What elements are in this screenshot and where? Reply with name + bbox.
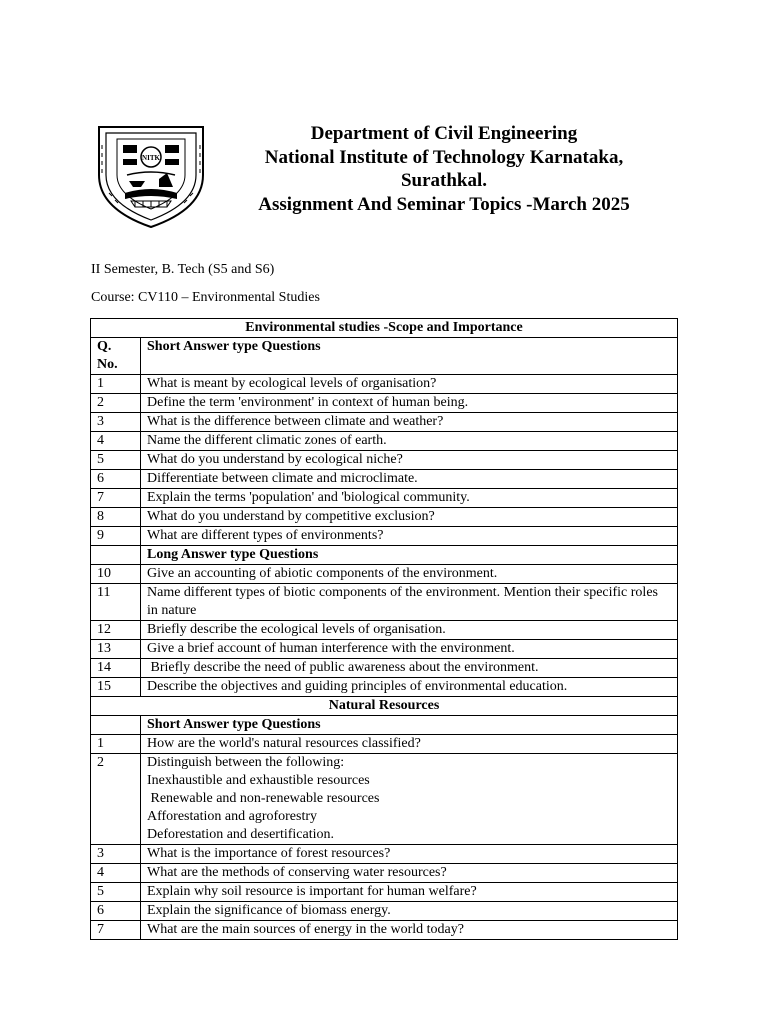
question-number: 12 [91, 621, 141, 640]
subheader-row [91, 716, 678, 735]
table-row [91, 375, 678, 394]
table-row [91, 845, 678, 864]
table-row [91, 864, 678, 883]
table-row [91, 902, 678, 921]
question-text: Briefly describe the ecological levels of organisation. [141, 621, 678, 640]
question-number: 7 [91, 921, 141, 940]
table-row [91, 394, 678, 413]
question-number: 10 [91, 565, 141, 584]
question-text: What do you understand by ecological niche? [141, 451, 678, 470]
question-text: What do you understand by competitive exclusion? [141, 508, 678, 527]
institute-location: Surathkal. [400, 170, 488, 191]
table-row [91, 678, 678, 697]
question-line: Renewable and non-renewable resources [147, 791, 380, 806]
question-text: Define the term 'environment' in context of human being. [141, 394, 678, 413]
question-number: 6 [91, 470, 141, 489]
department-title: Department of Civil Engineering [310, 123, 578, 144]
question-text: Give an accounting of abiotic components of the environment. [141, 565, 678, 584]
institute-title: National Institute of Technology Karnataka, [264, 146, 624, 168]
question-number: 5 [91, 883, 141, 902]
svg-text:NITK: NITK [142, 154, 160, 162]
question-text: What is the difference between climate and weather? [141, 413, 678, 432]
table-row [91, 921, 678, 940]
question-text: What are the methods of conserving water resources? [141, 864, 678, 883]
table-row [91, 735, 678, 754]
question-number: 3 [91, 413, 141, 432]
document-heading [236, 122, 652, 216]
table-row [91, 659, 678, 678]
section-title: Natural Resources [91, 697, 678, 716]
semester-line: II Semester, B. Tech (S5 and S6) [91, 262, 275, 277]
section-title: Environmental studies -Scope and Importance [91, 319, 678, 338]
short-answer-label: Short Answer type Questions [141, 716, 678, 735]
table-row [91, 470, 678, 489]
empty-cell [91, 716, 141, 735]
table-row [91, 527, 678, 546]
question-number: 14 [91, 659, 141, 678]
question-text [141, 754, 678, 845]
question-number: 15 [91, 678, 141, 697]
question-text: Describe the objectives and guiding principles of environmental education. [141, 678, 678, 697]
nitk-emblem-icon [95, 123, 207, 231]
course-line: Course: CV110 – Environmental Studies [91, 290, 320, 305]
short-answer-label: Short Answer type Questions [141, 338, 678, 375]
question-line: Distinguish between the following: [147, 755, 345, 770]
question-text: What is the importance of forest resources? [141, 845, 678, 864]
table-row [91, 451, 678, 470]
question-number: 2 [91, 394, 141, 413]
question-number: 5 [91, 451, 141, 470]
question-line: Deforestation and desertification. [147, 827, 334, 842]
question-number: 4 [91, 432, 141, 451]
question-number: 6 [91, 902, 141, 921]
question-text: Name the different climatic zones of earth. [141, 432, 678, 451]
section-header-row [91, 319, 678, 338]
table-row [91, 584, 678, 621]
question-line: Afforestation and agroforestry [147, 809, 318, 824]
table-row [91, 640, 678, 659]
table-row [91, 565, 678, 584]
long-answer-label: Long Answer type Questions [141, 546, 678, 565]
question-line: Inexhaustible and exhaustible resources [147, 773, 370, 788]
question-text: Explain the significance of biomass energy. [141, 902, 678, 921]
question-number: 2 [91, 754, 141, 845]
question-text: Name different types of biotic components of the environment. Mention their specific roles in nature [141, 584, 678, 621]
table-row [91, 883, 678, 902]
question-number: 1 [91, 375, 141, 394]
question-text: Briefly describe the need of public awareness about the environment. [141, 659, 678, 678]
assignment-title: Assignment And Seminar Topics -March 2025 [258, 193, 630, 215]
empty-cell [91, 546, 141, 565]
question-text: Give a brief account of human interference with the environment. [141, 640, 678, 659]
question-text: Differentiate between climate and microclimate. [141, 470, 678, 489]
table-row [91, 621, 678, 640]
question-text: What is meant by ecological levels of organisation? [141, 375, 678, 394]
table-row [91, 432, 678, 451]
question-text: Explain the terms 'population' and 'biological community. [141, 489, 678, 508]
column-header-row [91, 338, 678, 375]
question-number: 13 [91, 640, 141, 659]
questions-table [90, 318, 678, 940]
question-number: 7 [91, 489, 141, 508]
subheader-row [91, 546, 678, 565]
question-number: 9 [91, 527, 141, 546]
question-number: 8 [91, 508, 141, 527]
question-number: 3 [91, 845, 141, 864]
question-number-header: Q. No. [91, 338, 141, 375]
question-text: Explain why soil resource is important for human welfare? [141, 883, 678, 902]
question-text: What are the main sources of energy in the world today? [141, 921, 678, 940]
table-row [91, 489, 678, 508]
question-text: How are the world's natural resources classified? [141, 735, 678, 754]
table-row [91, 508, 678, 527]
table-row [91, 754, 678, 845]
question-text: What are different types of environments? [141, 527, 678, 546]
question-number: 4 [91, 864, 141, 883]
question-number: 11 [91, 584, 141, 621]
table-row [91, 413, 678, 432]
section-header-row [91, 697, 678, 716]
question-number: 1 [91, 735, 141, 754]
